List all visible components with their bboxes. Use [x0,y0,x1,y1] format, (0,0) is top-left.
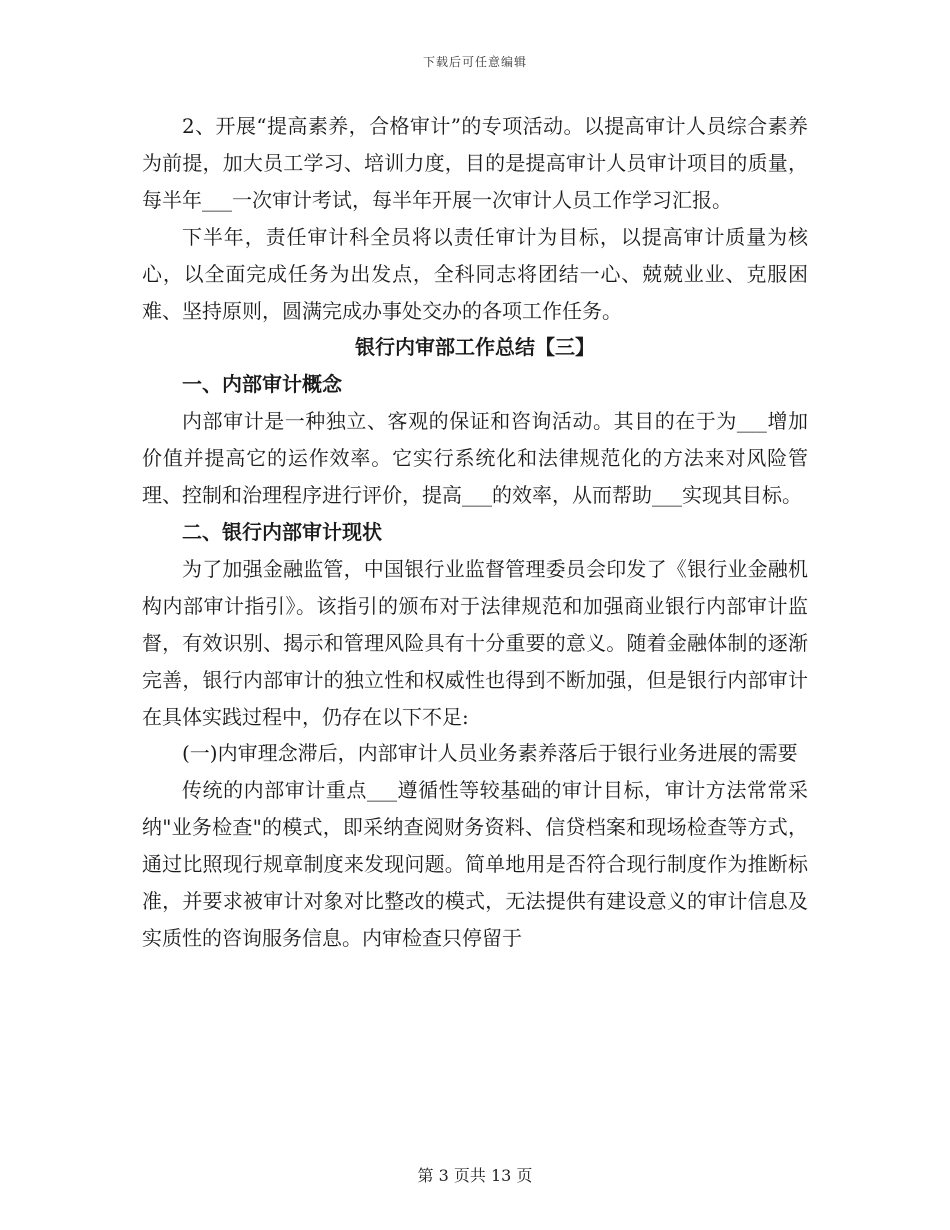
section-title: 银行内审部工作总结【三】 [355,335,595,360]
page-footer: 第 3 页共 13 页 [417,1166,533,1185]
paragraph-activity-2: 2、开展“提高素养，合格审计”的专项活动。以提高审计人员综合素养为前提，加大员工学习、培训力度，目的是提高审计人员审计项目的质量，每半年___一次审计考试，每半年开展一次审计人员工作学习汇报。 [142,114,808,212]
heading-concept: 一、内部审计概念 [182,372,342,397]
document-body [142,108,808,957]
page-header: 下载后可任意编辑 [422,55,527,69]
paragraph-status: 为了加强金融监管，中国银行业监督管理委员会印发了《银行业金融机构内部审计指引》。该指引的颁布对于法律规范和加强商业银行内部审计监督，有效识别、揭示和管理风险具有十分重要的意义。随着金融体制的逐渐完善，银行内部审计的独立性和权威性也得到不断加强，但是银行内部审计在具体实践过程中，仍存在以下不足: [142,556,808,729]
heading-status: 二、银行内部审计现状 [182,519,382,544]
paragraph-concept: 内部审计是一种独立、客观的保证和咨询活动。其目的在于为___增加价值并提高它的运作效率。它实行系统化和法律规范化的方法来对风险管理、控制和治理程序进行评价，提高___的效率，从而帮助___实现其目标。 [142,409,808,508]
paragraph-second-half-plan: 下半年，责任审计科全员将以责任审计为目标，以提高审计质量为核心，以全面完成任务为出发点，全科同志将团结一心、兢兢业业、克服困难、坚持原则，圆满完成办事处交办的各项工作任务。 [142,224,808,323]
paragraph-subpoint-1: (一)内审理念滞后，内部审计人员业务素养落后于银行业务进展的需要 [182,741,798,766]
paragraph-traditional-audit: 传统的内部审计重点___遵循性等较基础的审计目标，审计方法常常采纳"业务检查"的模式，即采纳查阅财务资料、信贷档案和现场检查等方式，通过比照现行规章制度来发现问题。简单地用是否符合现行制度作为推断标准，并要求被审计对象对比整改的模式，无法提供有建设意义的审计信息及实质性的咨询服务信息。内审检查只停留于 [142,778,808,950]
